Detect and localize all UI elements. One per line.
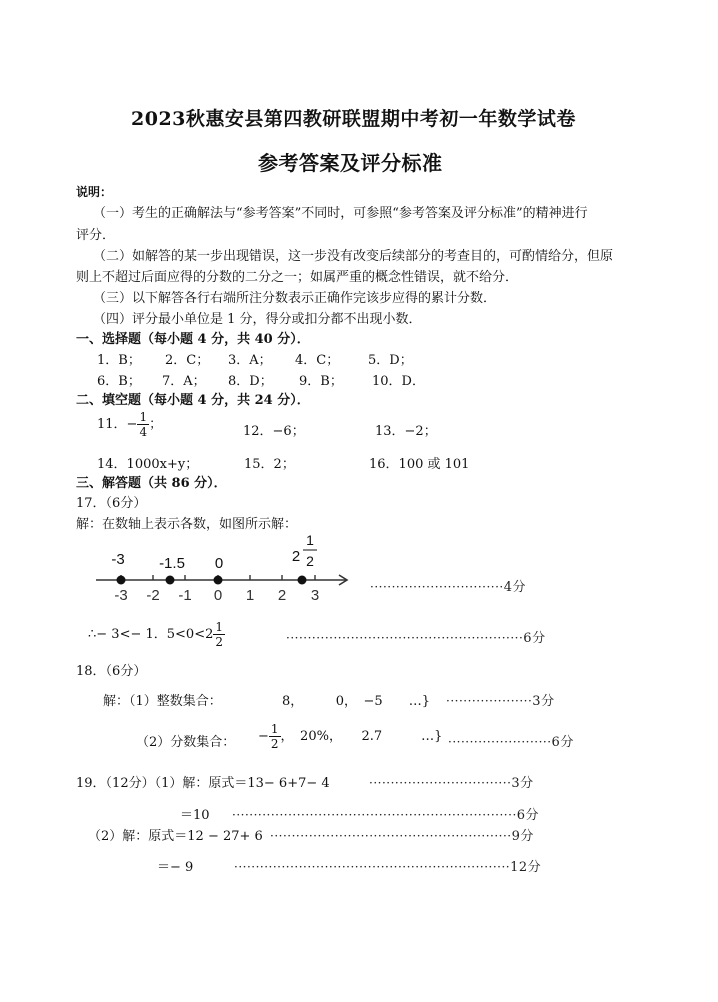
answer-11-fraction xyxy=(137,410,149,439)
q19-part2: （2）解：原式＝12 − 27+ 6 xyxy=(88,829,263,844)
q17-inequality xyxy=(88,620,225,649)
tick-label: 1 xyxy=(245,587,255,604)
section2-heading: 二、填空题（每小题 4 分，共 24 分）． xyxy=(76,393,310,408)
tick-label: -2 xyxy=(146,587,160,604)
s1-answer: 2．C； xyxy=(165,353,210,368)
q18-score2 xyxy=(448,731,574,750)
number-line xyxy=(90,530,360,608)
leader-dots: ························ xyxy=(448,735,552,749)
q18-score1 xyxy=(446,690,555,709)
leader-dots: ·································································· xyxy=(232,808,517,822)
leader-dots: ································································ xyxy=(234,860,511,874)
leader-dots: ···················· xyxy=(446,694,533,708)
q18-part1-label: 解：（1）整数集合： xyxy=(103,694,222,709)
score-label: 9分 xyxy=(511,829,534,844)
leader-dots: ························································ xyxy=(270,829,512,843)
q18-part1-values: 8， 0， −5 …} xyxy=(282,694,430,709)
q18-part2-label: （2）分数集合： xyxy=(136,735,236,750)
fraction-denominator: 2 xyxy=(215,635,224,649)
q17-label: 17．（6分） xyxy=(76,496,147,511)
page-subtitle: 参考答案及评分标准 xyxy=(258,151,443,175)
q19-score3 xyxy=(270,825,534,844)
q19-result1: ＝10 xyxy=(180,808,210,823)
leader-dots: ······························· xyxy=(370,580,504,594)
answer-14: 14．1000x+y； xyxy=(97,457,199,472)
mixed-whole: 2 xyxy=(291,548,301,565)
note-2a: （二）如解答的某一步出现错误，这一步没有改变后续部分的考查目的，可酌情给分，但原 xyxy=(93,249,614,264)
answer-12: 12．−6； xyxy=(243,424,305,439)
inequality-whole: 2 xyxy=(205,627,214,642)
score-label: 3分 xyxy=(532,694,555,709)
answer-15: 15．2； xyxy=(244,457,295,472)
score-label: 4分 xyxy=(503,580,527,595)
fraction-denominator: 2 xyxy=(270,737,279,751)
mixed-denominator: 2 xyxy=(306,553,314,569)
note-1a: （一）考生的正确解法与“参考答案”不同时，可参照“参考答案及评分标准”的精神进行 xyxy=(93,206,588,221)
mixed-numerator: 1 xyxy=(306,532,314,548)
q19-score1 xyxy=(369,772,534,791)
inequality-fraction xyxy=(213,620,225,649)
q19-score4 xyxy=(234,856,541,875)
fraction-denominator: 4 xyxy=(139,425,148,439)
fraction-numerator: 1 xyxy=(139,410,148,424)
s1-answer: 4．C； xyxy=(295,353,340,368)
s1-answer: 10．D． xyxy=(372,374,425,389)
fraction-numerator: 1 xyxy=(215,620,224,634)
answer-11 xyxy=(97,410,162,439)
part2-sign: − xyxy=(258,729,269,744)
s1-answer: 8．D； xyxy=(228,374,273,389)
tick-label: 3 xyxy=(310,587,320,604)
s1-answer: 9．B； xyxy=(299,374,343,389)
answer-11-prefix: 11． xyxy=(97,417,127,432)
answer-16: 16．100 或 101 xyxy=(369,457,470,472)
point-label: 0 xyxy=(214,555,224,572)
point-neg1-5 xyxy=(166,576,175,585)
tick-label: -1 xyxy=(178,587,192,604)
q18-label: 18．（6分） xyxy=(76,664,147,679)
tick-label: -3 xyxy=(114,587,128,604)
point-label: -1.5 xyxy=(159,555,185,572)
q17-score1 xyxy=(370,576,526,595)
score-label: 3分 xyxy=(511,776,534,791)
q18-part2 xyxy=(258,722,442,751)
answer-11-sign: − xyxy=(126,417,138,432)
note-3: （三）以下解答各行右端所注分数表示正确作完该步应得的累计分数． xyxy=(93,291,497,306)
q19-result2: ＝− 9 xyxy=(157,860,194,875)
fraction-numerator: 1 xyxy=(270,722,279,736)
section3-heading: 三、解答题（共 86 分）． xyxy=(76,476,227,491)
q17-score2 xyxy=(286,627,546,646)
score-label: 6分 xyxy=(523,631,546,646)
tick-label: 2 xyxy=(277,587,287,604)
section1-heading: 一、选择题（每小题 4 分，共 40 分）． xyxy=(76,332,310,347)
part2-values: ， 20%， 2.7 …} xyxy=(280,729,443,744)
note-2b: 则上不超过后面应得的分数的二分之一；如属严重的概念性错误，就不给分． xyxy=(76,270,519,285)
s1-answer: 6．B； xyxy=(97,374,141,389)
note-4: （四）评分最小单位是 1 分，得分或扣分都不出现小数． xyxy=(93,312,422,327)
answer-11-suffix: ； xyxy=(149,417,163,432)
leader-dots: ································· xyxy=(369,776,512,790)
q19-label: 19．（12分）（1）解：原式＝13− 6+7− 4 xyxy=(76,776,330,791)
s1-answer: 3．A； xyxy=(228,353,272,368)
note-1b: 评分． xyxy=(76,228,116,243)
notes-heading: 说明： xyxy=(76,185,113,199)
q19-score2 xyxy=(232,804,539,823)
point-label: -3 xyxy=(111,551,125,568)
tick-label: 0 xyxy=(213,587,223,604)
score-label: 6分 xyxy=(551,735,574,750)
s1-answer: 5．D； xyxy=(368,353,413,368)
part2-fraction xyxy=(269,722,281,751)
leader-dots: ······················································· xyxy=(286,631,524,645)
point-0 xyxy=(214,576,223,585)
s1-answer: 7．A； xyxy=(162,374,206,389)
point-neg3 xyxy=(117,576,126,585)
inequality-text: ∴− 3<− 1．5<0< xyxy=(88,627,206,642)
page-title: 2023秋惠安县第四教研联盟期中考初一年数学试卷 xyxy=(131,108,576,130)
point-2-5 xyxy=(298,576,307,585)
answer-13: 13．−2； xyxy=(375,424,437,439)
s1-answer: 1．B； xyxy=(97,353,141,368)
q17-intro: 解：在数轴上表示各数，如图所示解： xyxy=(76,517,298,532)
score-label: 12分 xyxy=(510,860,542,875)
score-label: 6分 xyxy=(516,808,540,823)
